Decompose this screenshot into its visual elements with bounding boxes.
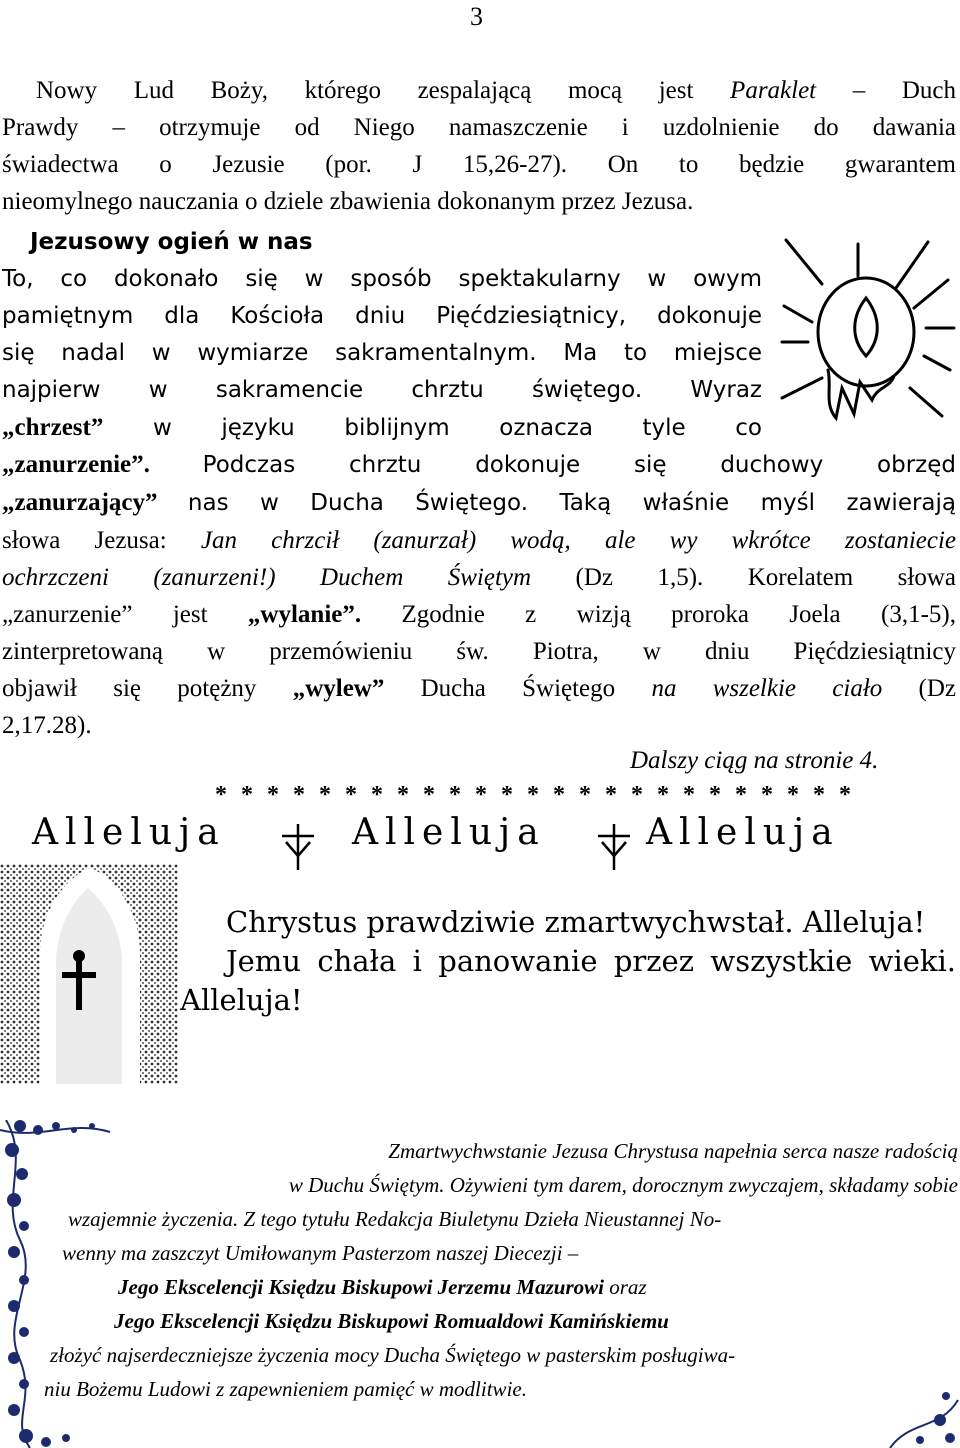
wishes-line-3: wzajemnie życzenia. Z tego tytułu Redakcja Biuletynu Dzieła Nieustannej No- [68,1207,722,1231]
section-heading: Jezusowy ogień w nas [30,229,313,255]
section-line-10: „zanurzenie” jest „wylanie”. Zgodnie z wizją proroka Joela (3,1-5), [2,601,957,628]
wishes-line-7: złożyć najserdeczniejsze życzenia mocy Ducha Świętego w pasterskim posługiwa- [50,1343,736,1367]
intro-line-3: świadectwa o Jezusie (por. J 15,26-27). On to będzie gwarantem [2,151,956,178]
wishes-line-4: wenny ma zaszczyt Umiłowanym Pasterzom naszej Diecezji – [62,1241,579,1265]
alleluia-1: Alleluja [32,812,226,853]
bishop-2: Jego Ekscelencji Księdzu Biskupowi Romualdowi Kamińskiemu [114,1309,669,1333]
continuation-note: Dalszy ciąg na stronie 4. [630,747,879,774]
wishes-line-5: Jego Ekscelencji Księdzu Biskupowi Jerzemu Mazurowi oraz [118,1275,647,1299]
section-line-13: 2,17.28). [2,712,92,739]
wishes-line-2: w Duchu Świętym. Ożywieni tym darem, dorocznym zwyczajem, składamy sobie [288,1173,958,1197]
section-line-7: „zanurzający” nas w Ducha Świętego. Taką właśnie myśl zawierają [2,489,957,516]
section-jezusowy-ogien [2,224,762,447]
section-line-1: To, co dokonało się w sposób spektakularny w owym [2,266,762,292]
section-line-8: słowa Jezusa: Jan chrzcił (zanurzał) wodą, ale wy wkrótce zostaniecie [2,527,956,554]
section-continued [2,446,956,744]
section-line-4: najpierw w sakramencie chrztu świętego. Wyraz [2,377,762,403]
easter-line-3: Alleluja! [180,983,303,1017]
section-line-9: ochrzczeni (zanurzeni!) Duchem Świętym (Dz 1,5). Korelatem słowa [2,564,956,591]
paraklet-term: Paraklet [730,77,817,104]
wishes-line-6 [114,1304,956,1338]
wishes-line-1: Zmartwychwstanie Jezusa Chrystusa napełnia serca nasze radością [388,1139,958,1163]
alleluia-2: Alleluja [352,812,546,853]
easter-line-1: Chrystus prawdziwie zmartwychwstał. Alleluja! [226,905,926,939]
candle-flame-icon [778,238,956,424]
intro-line-1: Nowy Lud Boży, którego zespalającą mocą jest Paraklet – Duch [36,77,957,104]
easter-line-2: Jemu chała i panowanie przez wszystkie wieki. [226,944,956,978]
section-line-12: objawił się potężny „wylew” Ducha Świętego na wszelkie ciało (Dz [2,675,957,702]
intro-line-4: nieomylnego nauczania o dziele zbawienia dokonanym przez Jezusa. [2,188,694,215]
cross-icon [596,822,632,872]
section-line-6: „zanurzenie”. Podczas chrztu dokonuje się duchowy obrzęd [2,451,956,478]
section-line-5: „chrzest” w języku biblijnym oznacza tyle co [2,414,762,441]
intro-paragraph [2,72,956,220]
praying-hands-icon [0,864,178,1084]
section-line-3: się nadal w wymiarze sakramentalnym. Ma to miejsce [2,340,762,366]
intro-line-2: Prawdy – otrzymuje od Niego namaszczenie i uzdolnienie do dawania [2,114,956,141]
wishes-line-8: niu Bożemu Ludowi z zapewnieniem pamięć w modlitwie. [44,1377,527,1401]
alleluia-3: Alleluja [646,812,840,853]
section-line-11: zinterpretowaną w przemówieniu św. Piotra, w dniu Pięćdziesiątnicy [2,638,956,665]
star-divider: * * * * * * * * * * * * * * * * * * * * * * * * * [215,782,855,808]
cross-icon [280,822,316,872]
section-line-2: pamiętnym dla Kościoła dniu Pięćdziesiątnicy, dokonuje [2,303,762,329]
bishop-1: Jego Ekscelencji Księdzu Biskupowi Jerzemu Mazurowi [118,1275,604,1299]
page-number: 3 [470,2,483,31]
